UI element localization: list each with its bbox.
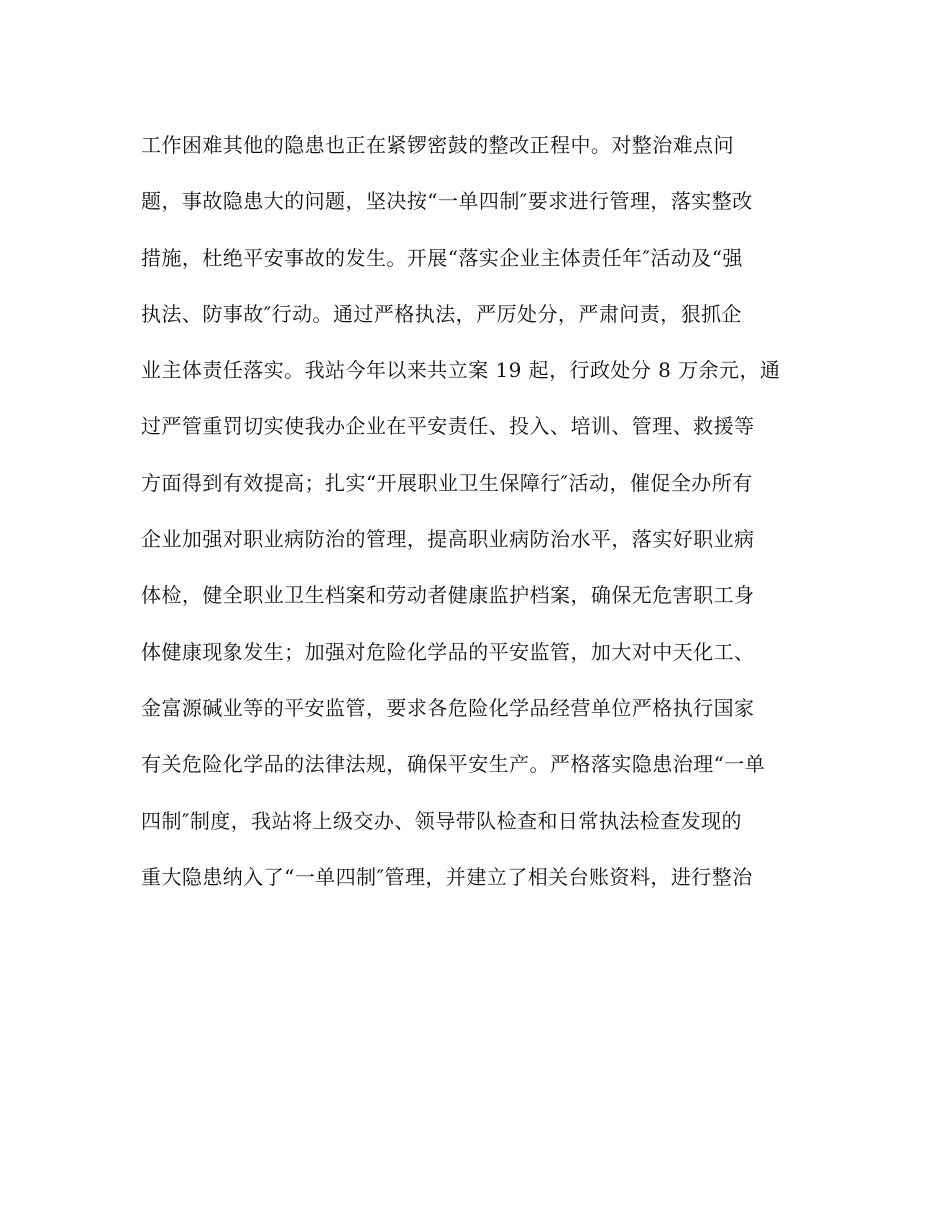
text-line-5: 业主体责任落实。我站今年以来共立案 19 起，行政处分 8 万余元，通	[141, 358, 781, 383]
text-line-3: 措施，杜绝平安事故的发生。开展“落实企业主体责任年″活动及“强	[141, 245, 743, 270]
text-line-14: 重大隐患纳入了“一单四制″管理，并建立了相关台账资料，进行整治	[141, 864, 753, 889]
body-paragraph	[141, 122, 811, 910]
text-line-11: 金富源碱业等的平安监管，要求各危险化学品经营单位严格执行国家	[141, 695, 755, 720]
text-line-9: 体检，健全职业卫生档案和劳动者健康监护档案，确保无危害职工身	[141, 583, 755, 608]
text-line-6: 过严管重罚切实使我办企业在平安责任、投入、培训、管理、救援等	[141, 414, 755, 439]
text-line-12: 有关危险化学品的法律法规，确保平安生产。严格落实隐患治理“一单	[141, 752, 766, 777]
text-line-10: 体健康现象发生；加强对危险化学品的平安监管，加大对中天化工、	[141, 639, 755, 664]
text-line-1: 工作困难其他的隐患也正在紧锣密鼓的整改正程中。对整治难点问	[141, 133, 735, 157]
text-line-2: 题，事故隐患大的问题，坚决按“一单四制″要求进行管理，落实整改	[141, 189, 753, 214]
text-line-13: 四制″制度，我站将上级交办、领导带队检查和日常执法检查发现的	[141, 808, 742, 833]
text-line-8: 企业加强对职业病防治的管理，提高职业病防治水平，落实好职业病	[141, 527, 755, 552]
text-line-4: 执法、防事故″行动。通过严格执法，严厉处分，严肃问责，狠抓企	[141, 301, 742, 326]
text-line-7: 方面得到有效提高；扎实“开展职业卫生保障行″活动，催促全办所有	[141, 470, 753, 495]
